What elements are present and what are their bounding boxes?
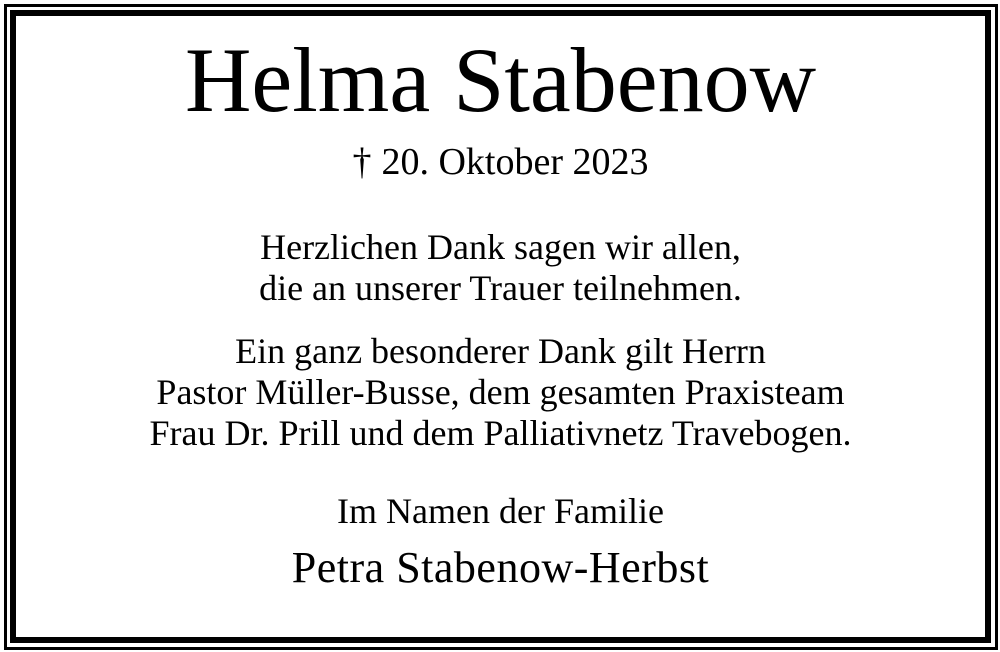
special-thanks-line: Pastor Müller-Busse, dem gesamten Praxisteam xyxy=(156,371,845,412)
dagger-icon: † xyxy=(352,140,372,183)
special-thanks-paragraph xyxy=(16,331,985,454)
thanks-line: Herzlichen Dank sagen wir allen, xyxy=(260,226,741,267)
obituary-notice xyxy=(16,16,985,637)
special-thanks-line: Ein ganz besonderer Dank gilt Herrn xyxy=(235,330,766,371)
deceased-name: Helma Stabenow xyxy=(184,29,817,131)
thanks-paragraph xyxy=(16,227,985,309)
thanks-line: die an unserer Trauer teilnehmen. xyxy=(259,267,742,308)
death-date: 20. Oktober 2023 xyxy=(381,140,649,183)
death-date-line xyxy=(16,140,985,184)
notice-inner-border xyxy=(10,10,991,643)
signature-name: Petra Stabenow-Herbst xyxy=(291,542,710,592)
closing-line: Im Namen der Familie xyxy=(337,490,664,531)
special-thanks-line: Frau Dr. Prill und dem Palliativnetz Travebogen. xyxy=(149,412,852,453)
